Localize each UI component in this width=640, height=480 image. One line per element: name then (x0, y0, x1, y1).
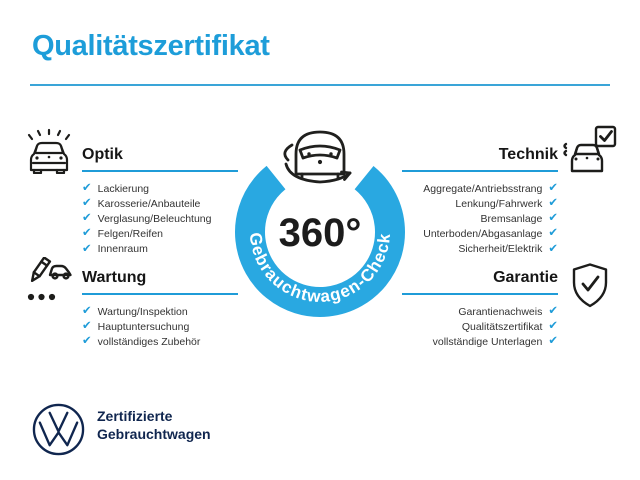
checklist-item-label: Innenraum (97, 243, 148, 256)
checklist-item (82, 211, 238, 226)
check-icon: ✔ (82, 227, 92, 240)
checklist (402, 181, 558, 257)
checklist-item-label: Bremsanlage (480, 212, 543, 225)
check-icon: ✔ (548, 335, 558, 348)
section-underline (82, 293, 238, 295)
badge-ring-label: Gebrauchtwagen-Check (245, 231, 395, 307)
checklist-item-label: Sicherheit/Elektrik (458, 243, 543, 256)
vw-logo (31, 402, 86, 457)
check-icon: ✔ (548, 227, 558, 240)
section-garantie (402, 268, 558, 350)
checklist-item (402, 242, 558, 257)
checklist-item (402, 211, 558, 226)
section-wartung (82, 268, 238, 350)
shiny-car-icon (26, 127, 72, 174)
badge-degrees: 360° (278, 211, 362, 255)
checklist-item-label: Hauptuntersuchung (97, 320, 190, 333)
section-underline (402, 293, 558, 295)
shield-check-icon (571, 262, 609, 309)
section-underline (82, 170, 238, 172)
checklist-item (402, 227, 558, 242)
footer-line1: Zertifizierte (97, 408, 173, 424)
section-title: Technik (498, 146, 558, 163)
check-icon: ✔ (82, 197, 92, 210)
checklist-item (82, 319, 238, 334)
car-checkbox-icon (560, 125, 618, 175)
section-title: Wartung (82, 269, 147, 286)
checklist-item (82, 242, 238, 257)
checklist-item-label: vollständige Unterlagen (432, 335, 543, 348)
checklist-item (82, 181, 238, 196)
check-icon: ✔ (548, 212, 558, 225)
check-icon: ✔ (82, 304, 92, 317)
checklist-item (402, 319, 558, 334)
checklist-item (402, 196, 558, 211)
check-icon: ✔ (82, 320, 92, 333)
checklist-item-label: Felgen/Reifen (97, 228, 164, 241)
checklist-item-label: vollständiges Zubehör (97, 335, 201, 348)
checklist-item-label: Garantienachweis (458, 305, 543, 318)
check-icon: ✔ (82, 335, 92, 348)
checklist-item-label: Unterboden/Abgasanlage (423, 228, 543, 241)
checklist-item-label: Qualitätszertifikat (461, 320, 543, 333)
header-divider (30, 84, 610, 86)
badge-360-check (226, 114, 414, 318)
checklist-item-label: Lenkung/Fahrwerk (455, 197, 543, 210)
checklist (82, 304, 238, 350)
checklist-item (82, 227, 238, 242)
checklist-item (82, 304, 238, 319)
checklist-item-label: Wartung/Inspektion (97, 305, 188, 318)
checklist (402, 304, 558, 350)
check-icon: ✔ (548, 242, 558, 255)
footer-brand-text (97, 408, 211, 443)
checklist (82, 181, 238, 257)
check-icon: ✔ (82, 181, 92, 194)
checklist-item-label: Lackierung (97, 182, 150, 195)
checklist-item-label: Aggregate/Antriebsstrang (423, 182, 543, 195)
check-icon: ✔ (548, 304, 558, 317)
check-icon: ✔ (82, 212, 92, 225)
section-title: Optik (82, 146, 123, 163)
checklist-item (402, 334, 558, 349)
section-underline (402, 170, 558, 172)
checklist-item (402, 181, 558, 196)
section-optik (82, 145, 238, 257)
footer-line2: Gebrauchtwagen (97, 425, 211, 442)
car-rotation-icon (285, 132, 350, 182)
page-title: Qualitätszertifikat (32, 30, 270, 62)
checklist-item (82, 334, 238, 349)
checklist-item-label: Karosserie/Anbauteile (97, 197, 201, 210)
check-icon: ✔ (548, 320, 558, 333)
check-icon: ✔ (548, 197, 558, 210)
section-title: Garantie (493, 269, 558, 286)
checklist-item (402, 304, 558, 319)
check-icon: ✔ (548, 181, 558, 194)
checklist-item (82, 196, 238, 211)
pencil-car-icon (23, 257, 75, 304)
section-technik (402, 145, 558, 257)
checklist-item-label: Verglasung/Beleuchtung (97, 212, 212, 225)
check-icon: ✔ (82, 242, 92, 255)
